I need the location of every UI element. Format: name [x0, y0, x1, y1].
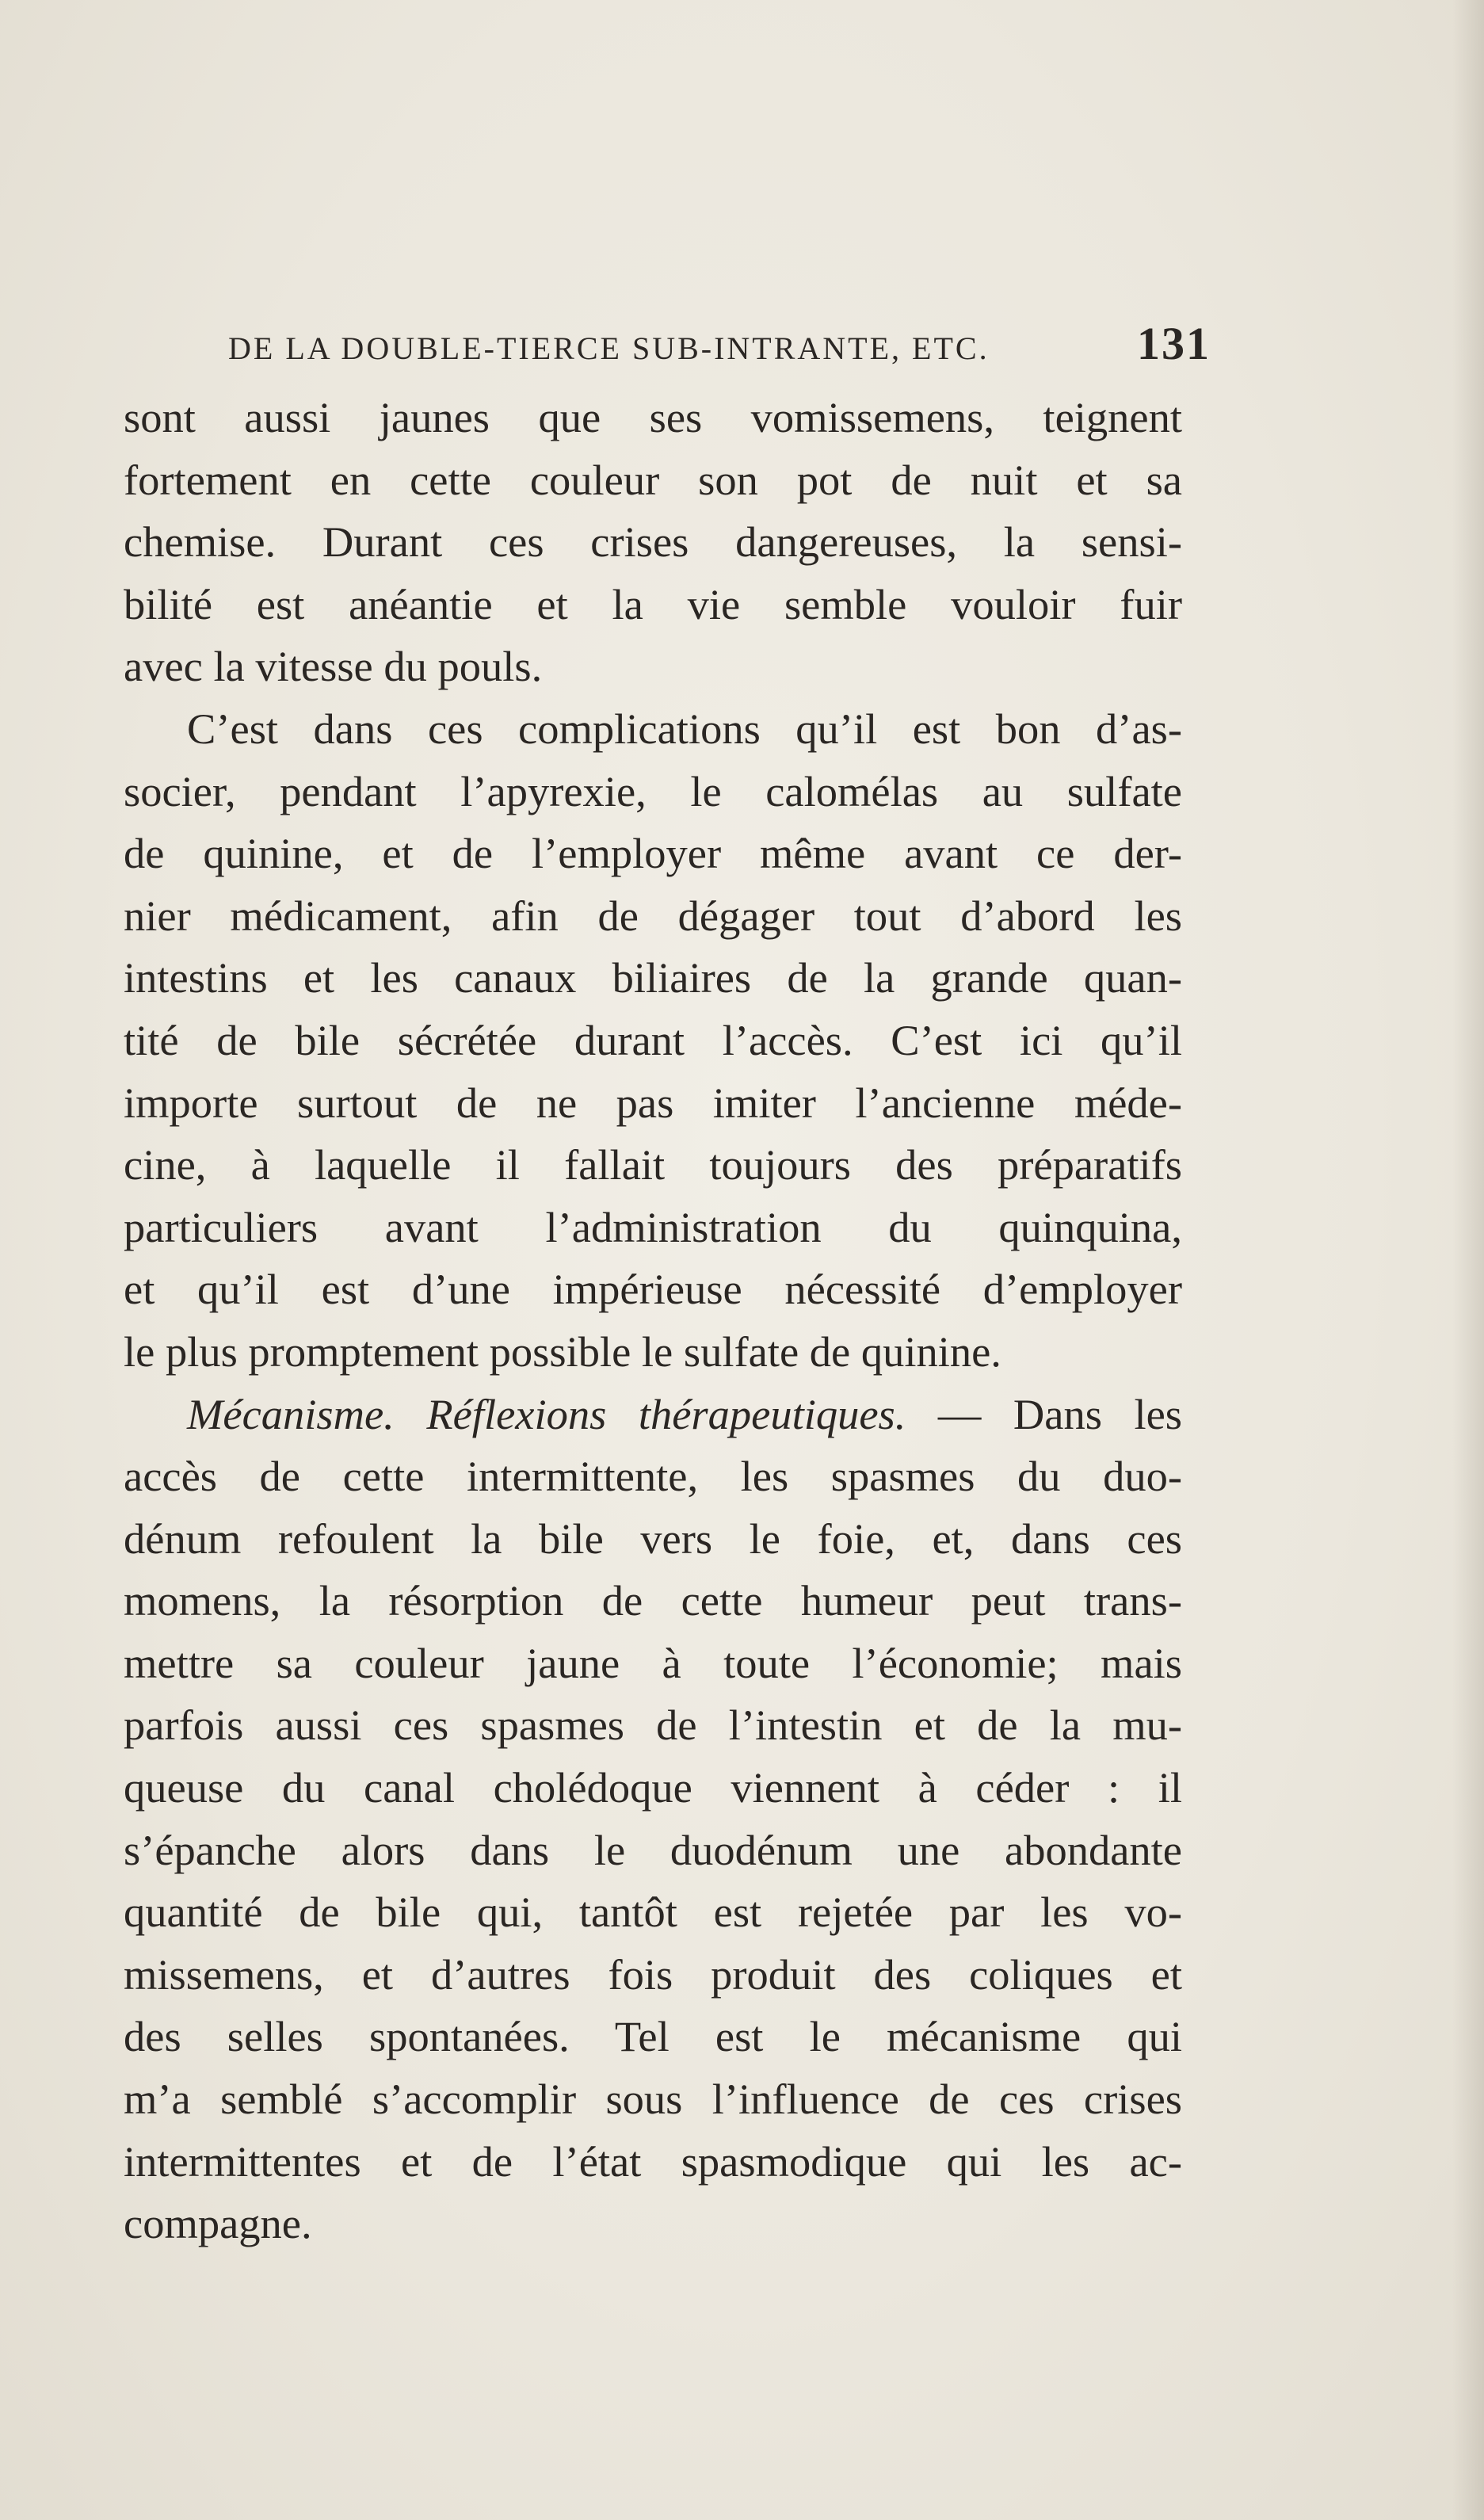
- text-line: le plus promptement possible le sulfate de quinine.: [124, 1327, 1001, 1376]
- text-line: quantité de bile qui, tantôt est rejetée par les vo-: [124, 1888, 1182, 1937]
- text-line: sont aussi jaunes que ses vomissemens, teignent: [124, 393, 1182, 441]
- text-line: tité de bile sécrétée durant l’accès. C’est ici qu’il: [124, 1015, 1182, 1064]
- text-line: des selles spontanées. Tel est le mécanisme qui: [124, 2012, 1182, 2061]
- text-line: fortement en cette couleur son pot de nuit et sa: [124, 455, 1182, 504]
- text-line: momens, la résorption de cette humeur peut trans-: [124, 1576, 1182, 1625]
- text-line: missemens, et d’autres fois produit des coliques et: [124, 1949, 1182, 1999]
- text-line: de quinine, et de l’employer même avant ce der-: [124, 829, 1182, 878]
- text-line: queuse du canal cholédoque viennent à céder : il: [124, 1763, 1182, 1812]
- text-line: chemise. Durant ces crises dangereuses, la sensi-: [124, 517, 1182, 567]
- heading-line-rest: — Dans les: [906, 1389, 1182, 1438]
- text-line: particuliers avant l’administration du quinquina,: [124, 1202, 1182, 1251]
- text-line: intestins et les canaux biliaires de la grande quan-: [124, 953, 1182, 1002]
- text-line: compagne.: [124, 2199, 312, 2248]
- text-line: bilité est anéantie et la vie semble vouloir fuir: [124, 579, 1182, 628]
- body-text: [124, 387, 1182, 2255]
- text-line: socier, pendant l’apyrexie, le calomélas au sulfate: [124, 766, 1182, 815]
- mechanism-heading-line: [124, 1384, 1182, 1446]
- text-line: m’a semblé s’accomplir sous l’influence de ces crises: [124, 2075, 1182, 2124]
- text-line: nier médicament, afin de dégager tout d’abord les: [124, 891, 1182, 940]
- text-line: cine, à laquelle il fallait toujours des préparatifs: [124, 1140, 1182, 1189]
- text-line: accès de cette intermittente, les spasmes du duo-: [124, 1452, 1182, 1501]
- text-line: importe surtout de ne pas imiter l’ancienne méde-: [124, 1078, 1182, 1127]
- text-line: C’est dans ces complications qu’il est bon d’as-: [187, 704, 1182, 753]
- text-line: intermittentes et de l’état spasmodique qui les ac-: [124, 2136, 1182, 2186]
- text-line: parfois aussi ces spasmes de l’intestin et de la mu-: [124, 1701, 1182, 1750]
- text-line: dénum refoulent la bile vers le foie, et, dans ces: [124, 1514, 1182, 1563]
- text-line: mettre sa couleur jaune à toute l’économie; mais: [124, 1638, 1182, 1687]
- section-heading-italic: Mécanisme. Réflexions thérapeutiques.: [187, 1389, 906, 1438]
- text-line: et qu’il est d’une impérieuse nécessité d’employer: [124, 1265, 1182, 1314]
- running-head: DE LA DOUBLE-TIERCE SUB-INTRANTE, ETC.: [228, 330, 990, 366]
- text-line: s’épanche alors dans le duodénum une abondante: [124, 1825, 1182, 1874]
- page-number: 131: [1137, 318, 1211, 369]
- page-edge-shadow: [1452, 0, 1484, 2520]
- page-header: [228, 317, 1211, 372]
- text-line: avec la vitesse du pouls.: [124, 642, 543, 691]
